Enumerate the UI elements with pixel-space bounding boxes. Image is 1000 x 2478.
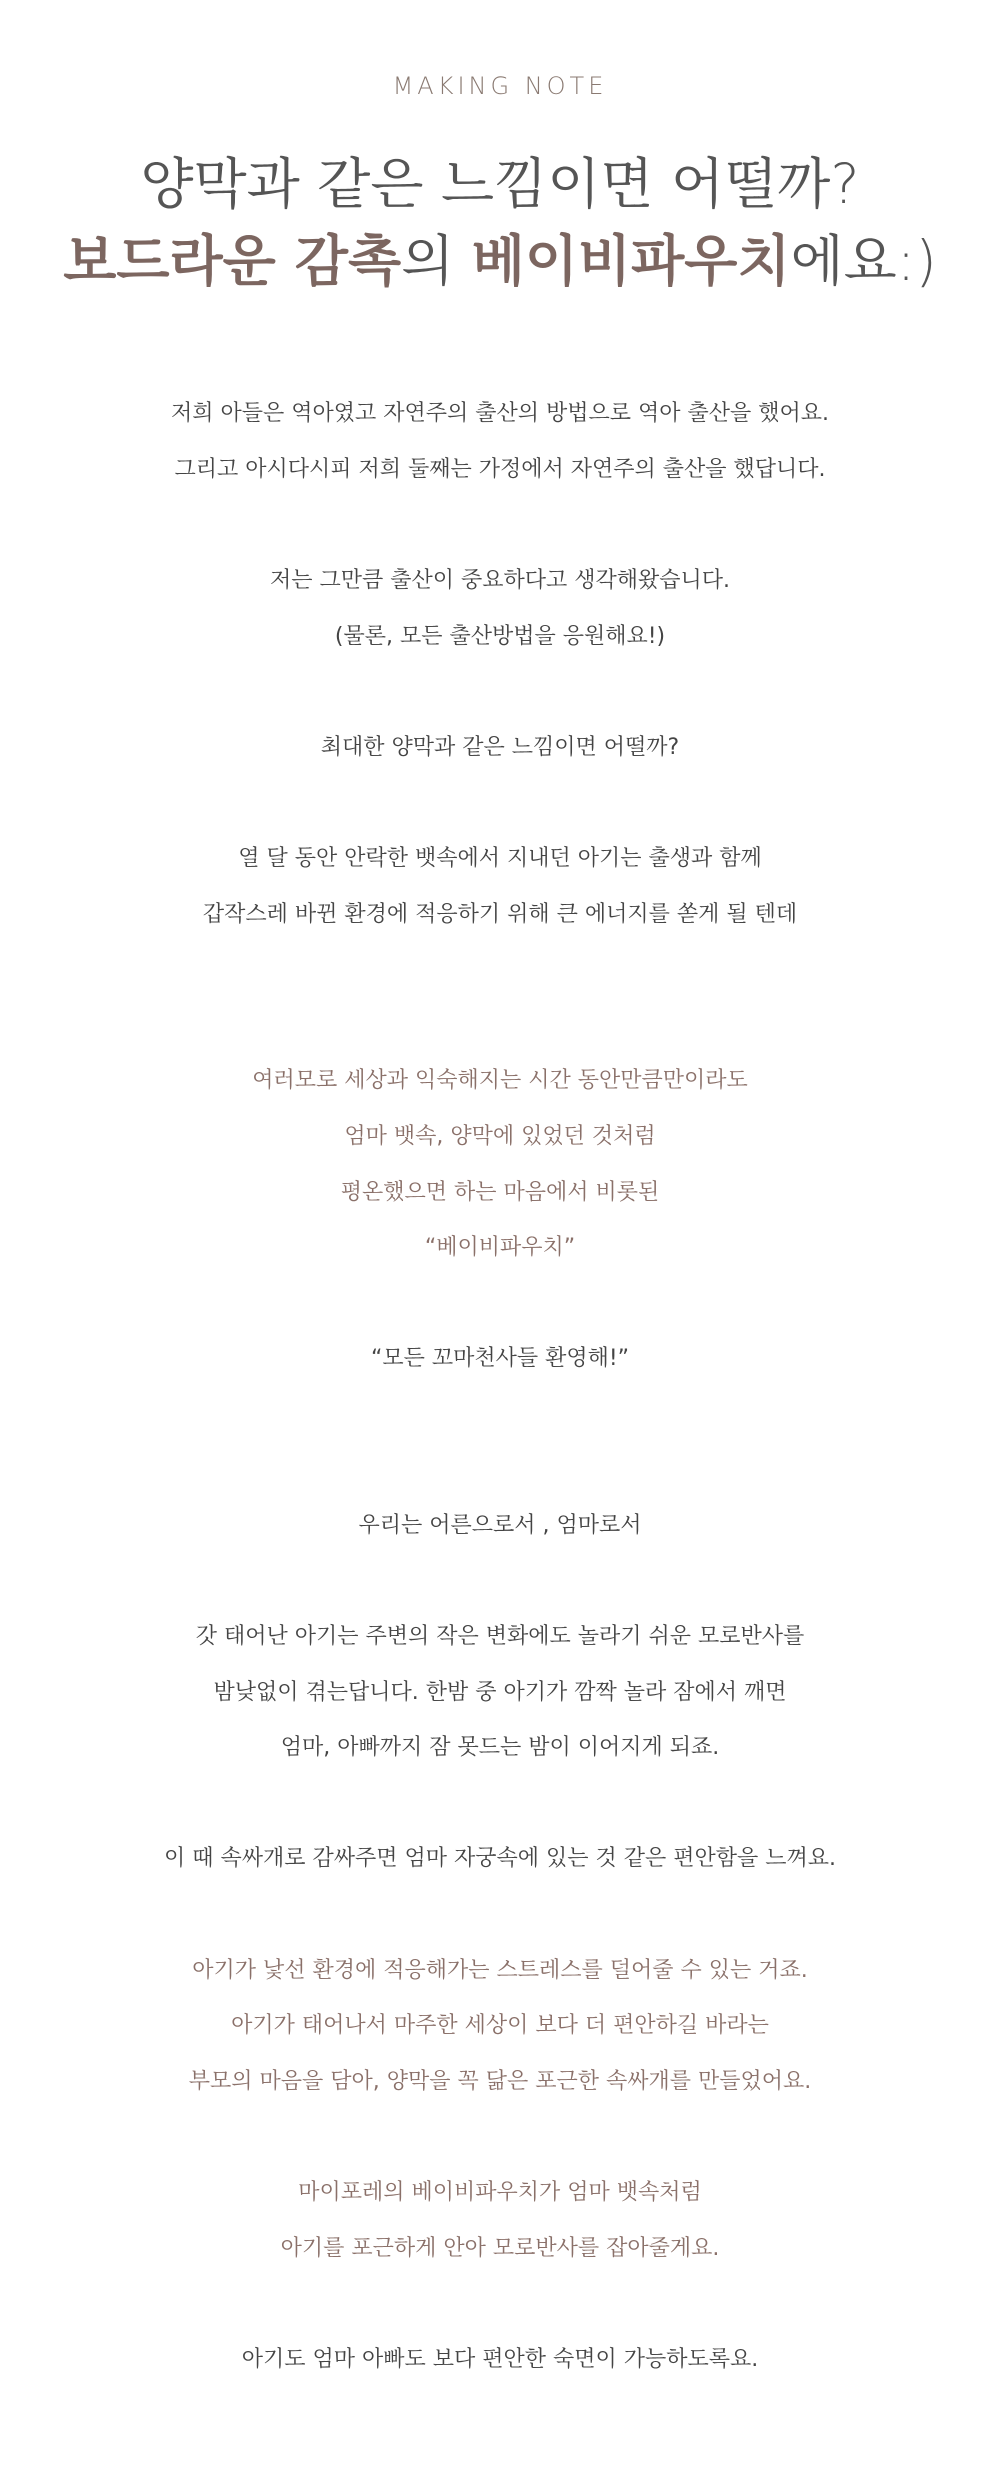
body-line: 갓 태어난 아기는 주변의 작은 변화에도 놀라기 쉬운 모로반사를 <box>195 1624 805 1649</box>
headline-connector: 의 <box>401 229 472 293</box>
body-line: 밤낮없이 겪는답니다. 한밤 중 아기가 깜짝 놀라 잠에서 깨면 <box>213 1680 787 1705</box>
body-line-highlight: 아기를 포근하게 안아 모로반사를 잡아줄게요. <box>280 2236 720 2261</box>
body-line: 저희 아들은 역아였고 자연주의 출산의 방법으로 역아 출산을 했어요. <box>171 401 829 426</box>
headline-accent-texture: 보드라운 감촉 <box>63 229 402 293</box>
body-line-highlight: 마이포레의 베이비파우치가 엄마 뱃속처럼 <box>298 2180 702 2205</box>
body-line: 최대한 양막과 같은 느낌이면 어떨까? <box>320 735 680 760</box>
body-line: 열 달 동안 안락한 뱃속에서 지내던 아기는 출생과 함께 <box>238 846 762 871</box>
body-line-highlight: “베이비파우치” <box>424 1235 576 1260</box>
body-line: 엄마, 아빠까지 잠 못드는 밤이 이어지게 되죠. <box>280 1735 720 1760</box>
body-line: 그리고 아시다시피 저희 둘째는 가정에서 자연주의 출산을 했답니다. <box>174 457 826 482</box>
headline-accent-product: 베이비파우치 <box>471 229 791 293</box>
headline-ending: 에요:) <box>790 229 937 293</box>
section-eyebrow: MAKING NOTE <box>392 72 608 100</box>
body-line: 아기도 엄마 아빠도 보다 편안한 숙면이 가능하도록요. <box>241 2347 759 2372</box>
body-line: (물론, 모든 출산방법을 응원해요!) <box>334 624 666 649</box>
body-line-highlight: 아기가 태어나서 마주한 세상이 보다 더 편안하길 바라는 <box>231 2013 769 2038</box>
body-line-highlight: 엄마 뱃속, 양막에 있었던 것처럼 <box>344 1124 656 1149</box>
body-line: 이 때 속싸개로 감싸주면 엄마 자궁속에 있는 것 같은 편안함을 느껴요. <box>164 1846 836 1871</box>
body-line-highlight: 여러모로 세상과 익숙해지는 시간 동안만큼만이라도 <box>252 1068 748 1093</box>
body-line: 우리는 어른으로서 , 엄마로서 <box>358 1513 642 1538</box>
body-line: “모든 꼬마천사들 환영해!” <box>370 1346 630 1371</box>
body-line-highlight: 평온했으면 하는 마음에서 비롯된 <box>340 1180 660 1205</box>
headline-line-1: 양막과 같은 느낌이면 어떨까? <box>140 152 860 216</box>
body-line: 저는 그만큼 출산이 중요하다고 생각해왔습니다. <box>269 568 730 593</box>
body-line-highlight: 부모의 마음을 담아, 양막을 꼭 닮은 포근한 속싸개를 만들었어요. <box>188 2069 812 2094</box>
body-line-highlight: 아기가 낯선 환경에 적응해가는 스트레스를 덜어줄 수 있는 거죠. <box>192 1958 808 1983</box>
body-line: 갑작스레 바뀐 환경에 적응하기 위해 큰 에너지를 쏟게 될 텐데 <box>202 902 798 927</box>
headline-line-2 <box>0 225 1000 297</box>
